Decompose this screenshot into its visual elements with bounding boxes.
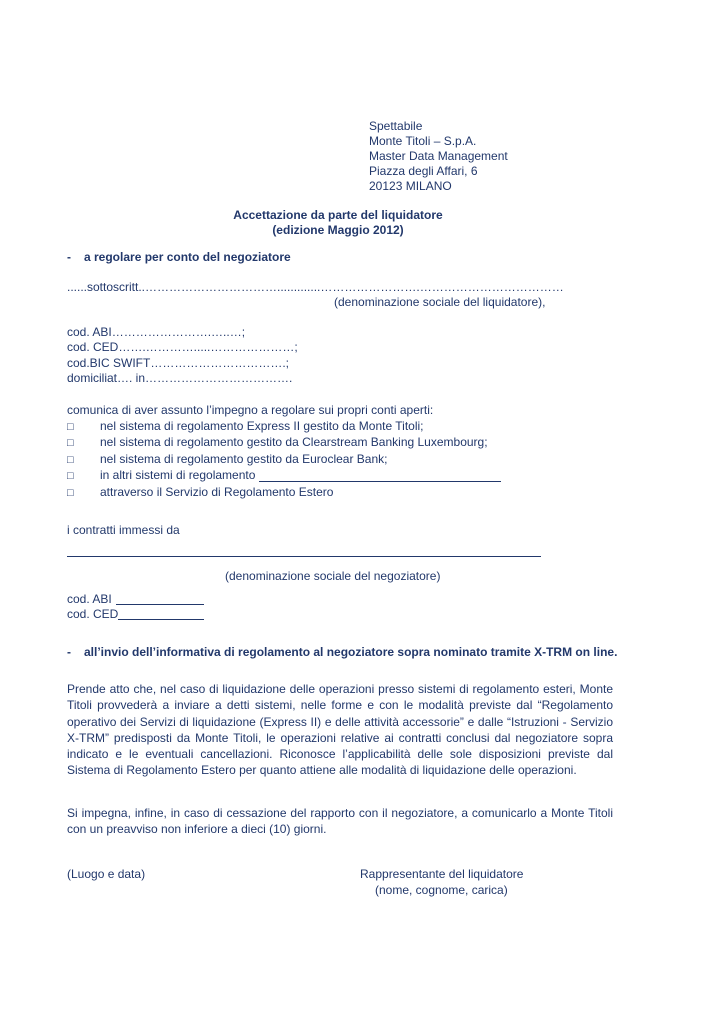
termination-paragraph: Si impegna, infine, in caso di cessazione del rapporto con il negoziatore, a comunicarlo a Monte Titoli con un preavviso non inferiore a dieci (10) giorni. <box>67 806 613 837</box>
checkbox-icon[interactable]: □ <box>67 437 74 449</box>
option-label: nel sistema di regolamento gestito da Clearstream Banking Luxembourg; <box>100 435 488 449</box>
addressee-line: Spettabile <box>369 119 423 133</box>
section-dash: - <box>67 250 71 264</box>
option-label: nel sistema di regolamento gestito da Euroclear Bank; <box>100 452 388 466</box>
commitment-intro: comunica di aver assunto l’impegno a regolare sui propri conti aperti: <box>67 403 434 417</box>
bic-swift-field[interactable]: cod.BIC SWIFT…………………………….; <box>67 356 290 370</box>
checkbox-icon[interactable]: □ <box>67 454 74 466</box>
addressee-line: 20123 MILANO <box>369 179 452 193</box>
ced-code-field[interactable]: cod. CED…….………….....…………………; <box>67 340 298 354</box>
negotiator-ced-label: cod. CED <box>67 607 119 621</box>
addressee-line: Master Data Management <box>369 149 508 163</box>
abi-code-field[interactable]: cod. ABI…………………….…..…; <box>67 325 246 339</box>
representative-details: (nome, cognome, carica) <box>375 883 508 897</box>
place-date-label: (Luogo e data) <box>67 867 146 881</box>
option-label: attraverso il Servizio di Regolamento Estero <box>100 485 334 499</box>
contracts-intro: i contratti immessi da <box>67 523 180 537</box>
settlement-paragraph: Prende atto che, nel caso di liquidazione delle operazioni presso sistemi di regolamento esteri, Monte Titoli provvederà a inviare a detti sistemi, nelle forme e con le modalità previste dal “Regolamento operativo dei Servizi di liquidazione (Express II) e delle attività accessorie” e dalle “Istruzioni - Servizio X-TRM” predisposti da Monte Titoli, le operazioni relative ai contratti conclusi dal negoziatore sopra indicato e le eventuali cancellazioni. Riconosce l’applicabilità delle sole disposizioni previste dal Sistema di Regolamento Estero per quanto attiene alle modalità di liquidazione delle operazioni. <box>67 682 613 778</box>
option-label: nel sistema di regolamento Express II gestito da Monte Titoli; <box>100 419 424 433</box>
signatory-field[interactable]: ......sottoscritt..…………………………….............…………………….……………………………… <box>67 280 564 294</box>
checkbox-icon[interactable]: □ <box>67 487 74 499</box>
section-heading: all’invio dell’informativa di regolamento al negoziatore sopra nominato tramite X-TRM on line. <box>84 645 618 659</box>
section-dash: - <box>67 645 71 659</box>
document-title: Accettazione da parte del liquidatore <box>233 208 443 222</box>
negotiator-ced-blank[interactable] <box>118 619 204 620</box>
signatory-caption: (denominazione sociale del liquidatore), <box>334 295 546 309</box>
section-heading: a regolare per conto del negoziatore <box>84 250 291 264</box>
addressee-line: Monte Titoli – S.p.A. <box>369 134 477 148</box>
document-edition: (edizione Maggio 2012) <box>272 223 404 237</box>
option-label: in altri sistemi di regolamento <box>100 468 256 482</box>
negotiator-caption: (denominazione sociale del negoziatore) <box>225 569 441 583</box>
other-systems-blank[interactable] <box>259 481 501 482</box>
negotiator-abi-blank[interactable] <box>116 604 204 605</box>
negotiator-abi-label: cod. ABI <box>67 592 112 606</box>
representative-label: Rappresentante del liquidatore <box>360 867 524 881</box>
checkbox-icon[interactable]: □ <box>67 421 74 433</box>
domicile-field[interactable]: domiciliat…. in………………………………. <box>67 371 293 385</box>
negotiator-name-blank[interactable] <box>67 556 541 557</box>
addressee-line: Piazza degli Affari, 6 <box>369 164 478 178</box>
checkbox-icon[interactable]: □ <box>67 470 74 482</box>
